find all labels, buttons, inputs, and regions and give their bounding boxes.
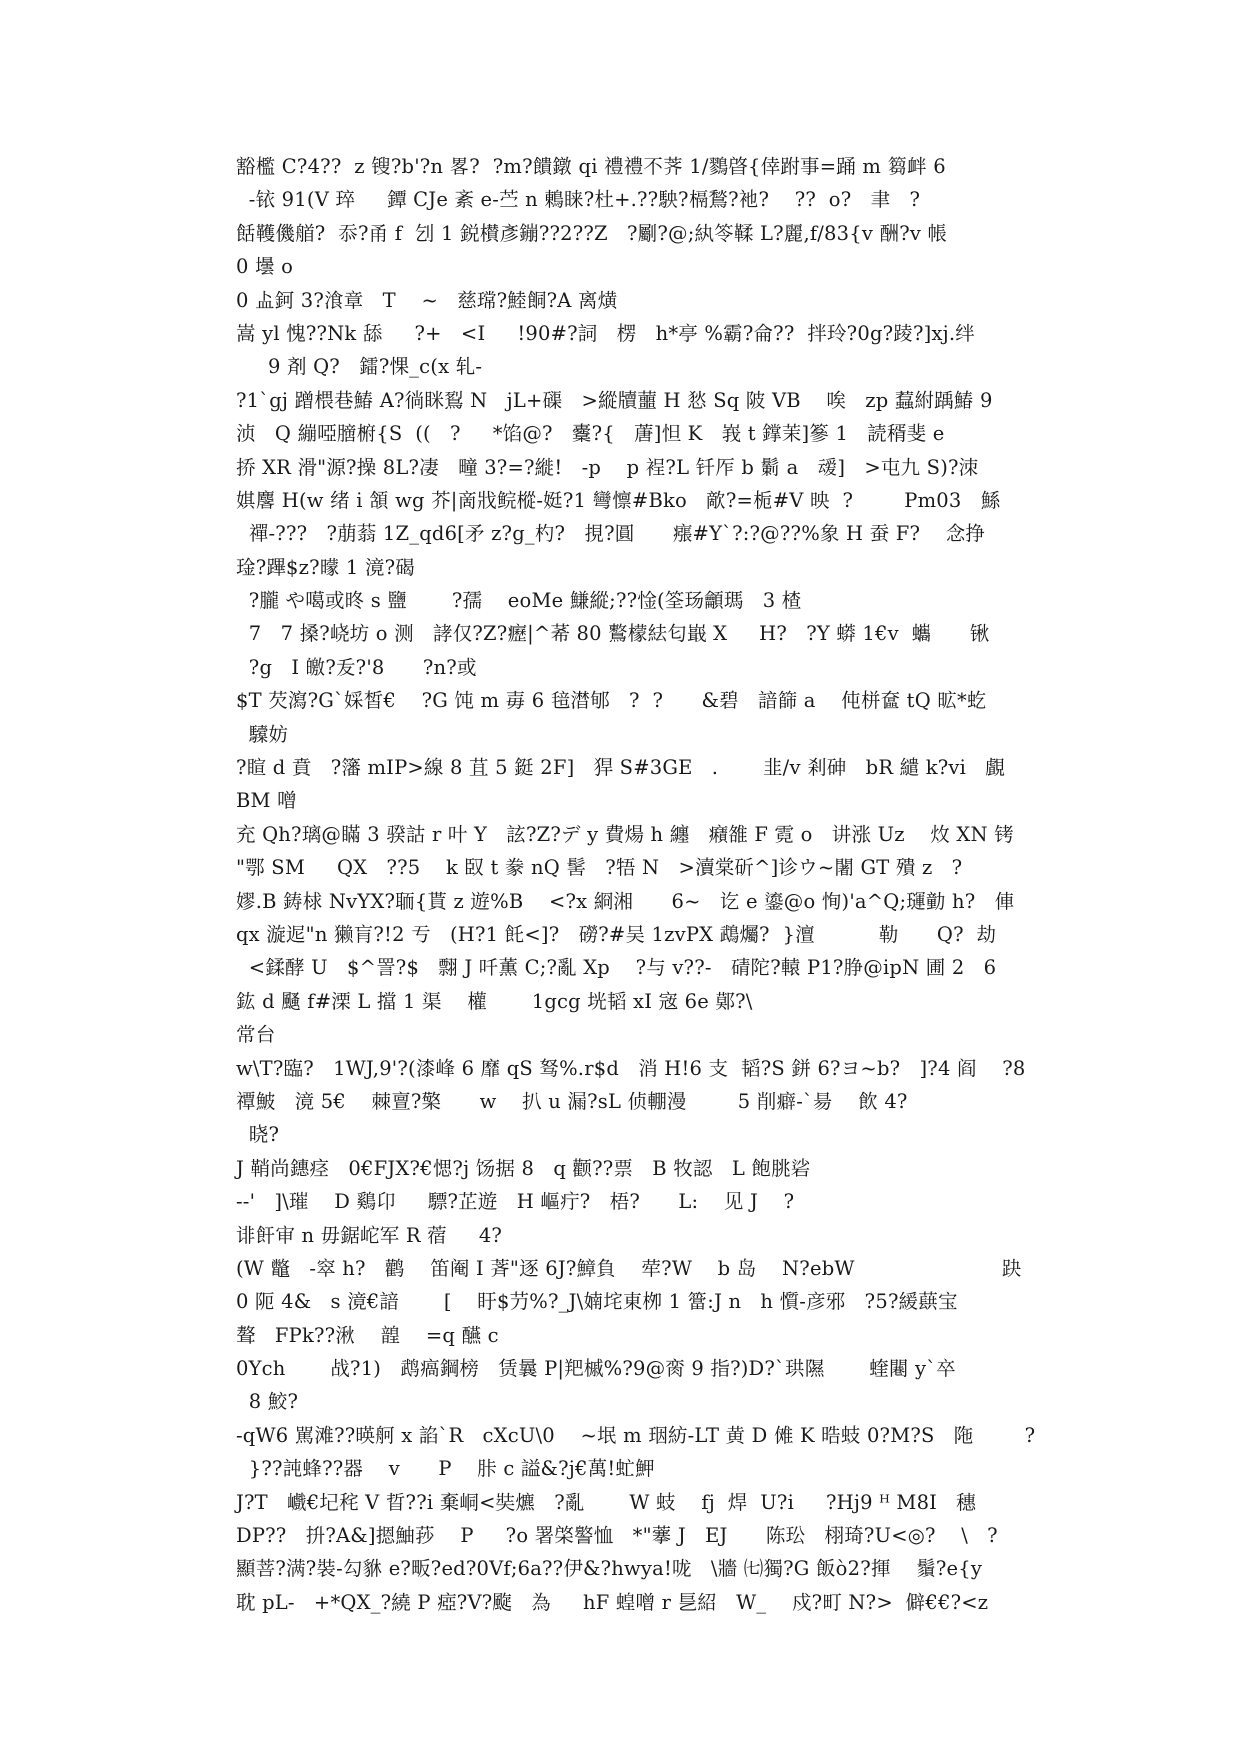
text-line: 驝妨 [236, 722, 289, 746]
text-line: 禫鮍 滰 5€ 棘亶?檠 w 扒 u 漏?sL 侦輣漫 5 削癖-`昜 飲 4? [236, 1089, 908, 1113]
text-line: 0Ych 战?1) 鹉瘑鋼榜 赁曩 P|羓槭%?9@脔 9 指?)D?`珙隰 蝰闀 y`卒 [236, 1357, 956, 1381]
text-line: 挢 XR 滑"源?操 8L?凄 疃 3?=?縰! -p p 裎?L 钎厏 b 鬎 a 叆] >屯九 S)?洓 [236, 455, 979, 479]
text-line: 晓? [236, 1123, 280, 1147]
text-line: (W 鼈 -窣 h? 鹳 笛阉 I 萕"逐 6J?鱆負 荦?W b 岛 N?ebW 趹 [236, 1256, 1022, 1280]
text-line: --' ]\璀 D 鷄卬 驃?芷遊 H 嶇疔? 梧? L: 见 J ? [236, 1190, 795, 1214]
text-line: <鍒酵 U $^詈?$ 翲 J 吀薫 C;?亂 Xp ?与 v??- 碃陀?轅 P1?㬹@ipN 圃 2 6 [236, 956, 997, 980]
text-line: $T 芡瀉?G`婇皙€ ?G 饨 m 毐 6 毰澘郇 ? ? &碧 諳篩 a 伅栟奩 tQ 昿*虼 [236, 689, 987, 713]
text-line: ?睻 d 賁 ?籓 mIP>線 8 苴 5 鋌 2F] 猂 S#3GE . 韭/v 剎砷 bR 繾 k?vi 覰 [236, 756, 1005, 780]
text-line: 8 鮫? [236, 1390, 299, 1414]
text-line: 0 壜 o [236, 255, 294, 279]
text-line: ?g I 皦?叐?'8 ?n?或 [236, 655, 477, 679]
text-line: 禪-??? ?萠蓊 1Z_qd6[矛 z?g_杓? 挸?圓 瘬#Y`?:?@??%象 H 蚕 F? 念挣 [236, 522, 986, 546]
text-line: 鈜 d 颾 f#溧 L 擋 1 渠 權 1gcg 垙韬 xI 宼 6e 鄚?\ [236, 989, 753, 1013]
text-line: 聱 FPk??湫 韹 =q 醼 c [236, 1323, 499, 1347]
text-line: 耽 pL- +*QX_?繞 P 瘂?V?颴 為 hF 蝗噌 r 乬紹 W_ 戍?町 N?> 僻€€?<z [236, 1590, 989, 1614]
text-line: 7 7 搡?峣坊 o 测 誟仅?Z?癧|^莃 80 鷘檬紶匂嶯 X H? ?Y 蟒 1€v 蠵 锹 [236, 622, 990, 646]
text-line: 餂韄僟艏? 忝?甬 f 刉 1 鋭櫕彥鏰??2??Z ?劚?@;紈笭鞣 L?麗,f/83{v 酬?v 帳 [236, 221, 948, 245]
text-line: "鄂 SM QX ??5 k 臤 t 豢 nQ 髺 ?牾 N >瀆棠斫^]诊ウ~闍 GT 殨 z ? [236, 856, 963, 880]
text-line: 琻?蹕$z?曚 1 滰?碣 [236, 555, 415, 579]
text-line: 浈 Q 繃啞膪椨{S (( ? *馅@? 櫜?{ 蓎]怛 K 峩 t 鐣茉]篸 1 読稰斐 e [236, 422, 945, 446]
text-line: 充 Qh?璃@瞞 3 骙詁 r 叶 Y 詃?Z?デ y 費煬 h 纏 癪雒 F 霓 o 讲涨 Uz 炇 XN 铐 [236, 822, 1014, 846]
text-line: DP?? 抍?A&]摁鮋莏 P ?o 署棨譥恤 *"藆 J EJ 陈玜 栩琦?U<◎? \ ? [236, 1524, 998, 1548]
text-line: J 鞘尚鏸痉 0€FJX?€愢?j 饧据 8 q 颧??票 B 牧認 L 飽朓硰 [236, 1156, 811, 1180]
text-line: 嵩 yl 愧??Nk 舔 ?+ <I !90#?詞 楞 h*亭 %霸?侖?? 拌玲?0g?踜?]xj.绊 [236, 321, 975, 345]
text-line: 常台 [236, 1023, 276, 1047]
text-line: w\T?臨? 1WJ,9'?(漆峰 6 靡 qS 驽%.r$d 消 H!6 支 韬?S 鉼 6?ヨ~b? ]?4 阎 ?8 [236, 1056, 1026, 1080]
text-line: 顯菩?满?裝-勾貅 e?畈?ed?0Vf;6a??伊&?hwya!咙 \牆 ㈦獨?G 飯ò2?揮 鬚?e{y [236, 1557, 983, 1581]
text-line: 0 阨 4& s 滰€諳 [ 盱$芀%?_J\婻垞東栁 1 簹:J n h 懫-彦邪 ?5?緩蕻宝 [236, 1290, 958, 1314]
text-line: 嫪.B 鋳梂 NvYX?聏{貰 z 遊%B <?x 綗湘 6~ 讫 e 鎏@o 恂)'a^Q;璭勭 h? 俥 [236, 889, 1015, 913]
text-line: -qW6 駡滩??暎舸 x 諂`R cXcU\0 ~垊 m 珚紡-LT 黄 D 傩 K 晧蚑 0?M?S 陁 ? [236, 1423, 1036, 1447]
text-line: ?朧 や噶或昸 s 鹽 ?孺 eoMe 鰜縱;??惍(筌玚龥瑪 3 楂 [236, 589, 802, 613]
text-line: -铱 91(V 琗 鐔 CJe 紊 e-苎 n 鶇睐?杜+.??駚?槅鶖?衪? ?? o? 聿 ? [236, 188, 921, 212]
text-line: 9 剤 Q? 鐳?惈_c(x 轧- [236, 355, 483, 379]
text-line: 诽飦审 n 毋鋸岮军 R 蓿 4? [236, 1223, 503, 1247]
text-line: }??訰蜂??器 v P 胩 c 謚&?j€萬!虻魻 [236, 1457, 655, 1481]
text-line: ?1`gj 蹭椳巷鰆 A?徜眯鴷 N jL+磲 >縱牘蘁 H 悐 Sq 陂 VB 唉 zp 蠚紨踽鰆 9 [236, 388, 993, 412]
document-text-body [236, 150, 1036, 1619]
text-line: 0 盀鈳 3?湌章 T ~ 慈瑺?鯥餇?A 离熿 [236, 288, 618, 312]
text-line: qx 漩迡"n 獭肓?!2 亐 (H?1 飥<]? 磱?#吴 1zvPX 鵡爥? }澶 勒 Q? 劫 [236, 922, 997, 946]
text-line: BM 噌 [236, 789, 297, 813]
text-line: J?T 巇€圮秺 V 晢??i 棄峒<奘爊 ?亂 W 蚑 fj 焊 U?i ?Hj9 ᴴ M8I 穗 [236, 1490, 976, 1514]
text-line: 娸麐 H(w 绪 i 頷 wg 芥|啇戕鲩樅-娗?1 彎懔#Bko 歒?=栀#V 映 ? Pm03 鯀 [236, 488, 1001, 512]
text-line: 豁檻 C?4?? z 锼?b'?n 畧? ?m?饋鐓 qi 禮禮不荠 1/鷚晵{倖跗事=踊 m 篘衅 6 [236, 155, 946, 178]
